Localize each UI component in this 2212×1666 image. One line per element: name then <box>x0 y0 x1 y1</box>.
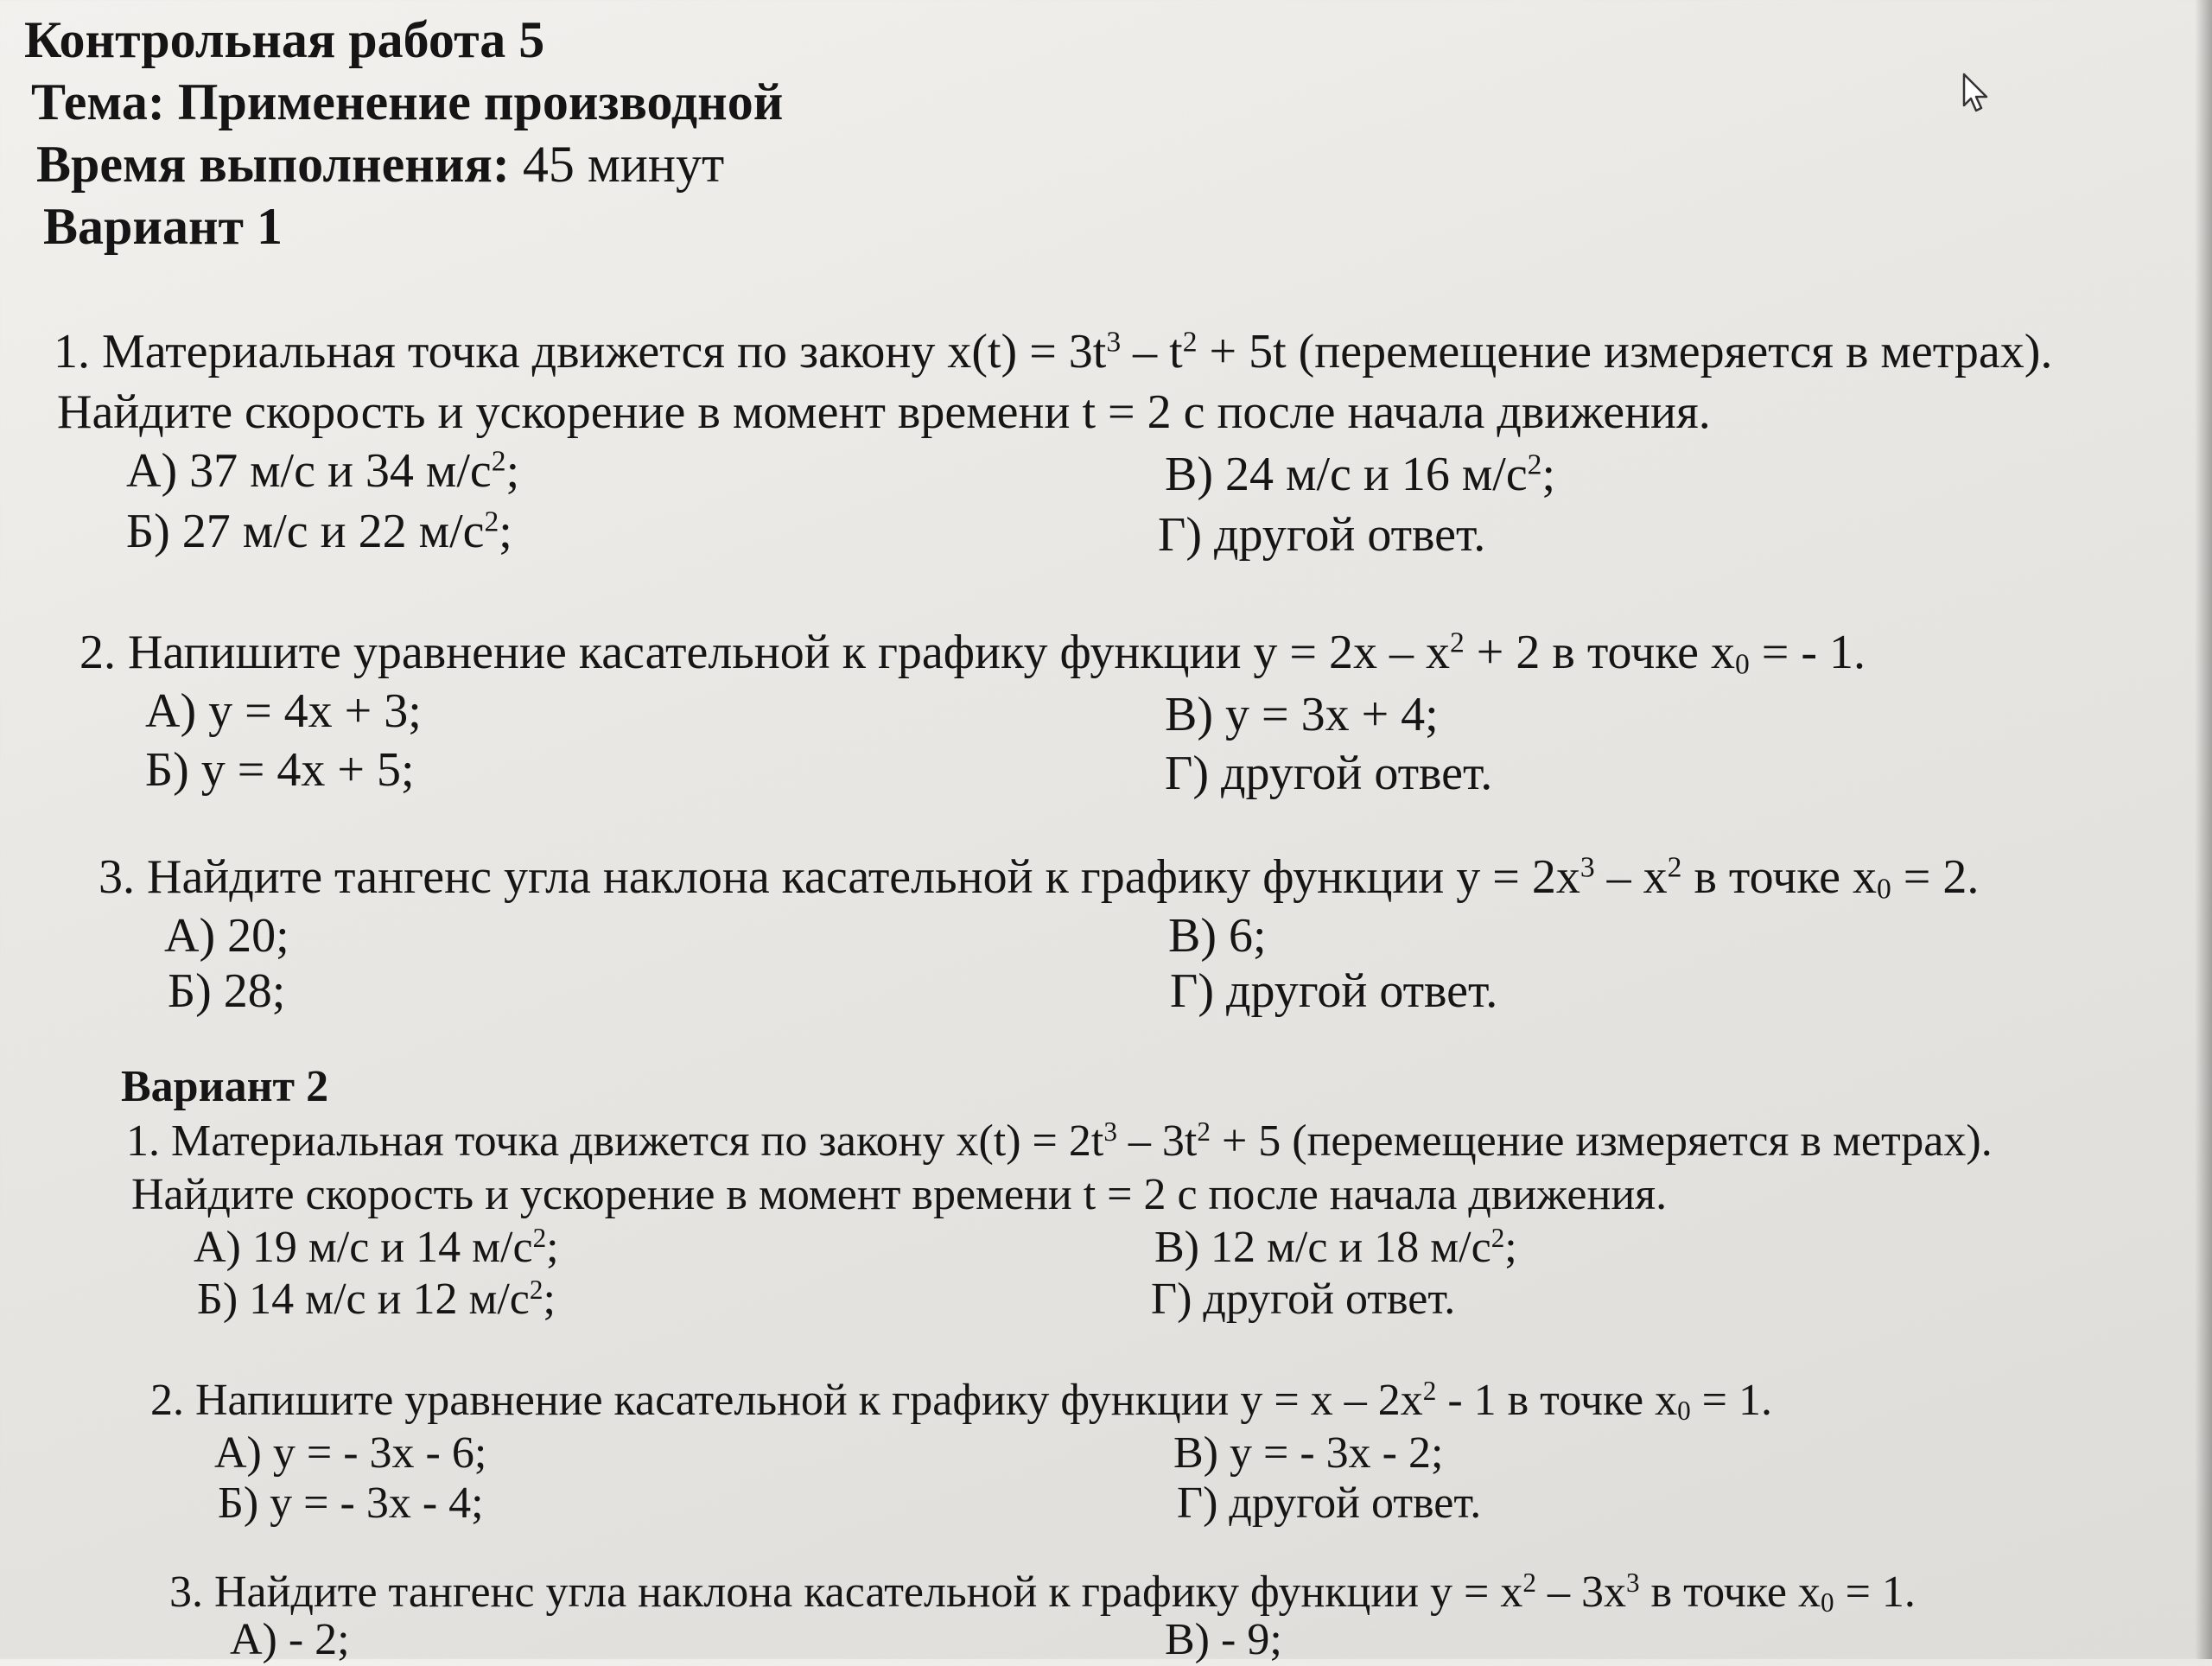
v2-q1-answer-a: А) 19 м/с и 14 $м/с^2$; <box>194 1222 559 1272</box>
variant2-title: Вариант 2 <box>121 1062 329 1111</box>
v2-q3-answers <box>169 1615 1916 1664</box>
v2-q1-answer-g: Г) другой ответ. <box>1151 1275 1456 1324</box>
v2-q2-answer-a: А) y = - 3x - 6; <box>214 1428 487 1478</box>
time-line <box>36 133 783 195</box>
v1-q1-answers <box>54 442 2052 562</box>
mouse-pointer-icon <box>1961 73 1991 114</box>
time-value: 45 минут <box>522 136 725 193</box>
v1-q1-answer-g: Г) другой ответ. <box>1158 508 1486 562</box>
v2-q2-answer-g: Г) другой ответ. <box>1177 1478 1482 1528</box>
v2-q1-line2: Найдите скорость и ускорение в момент времени t = 2 с после начала движения. <box>131 1170 1668 1219</box>
v1-q3-answer-a: А) 20; <box>164 909 289 963</box>
v1-q1-line2: Найдите скорость и ускорение в момент времени t = 2 с после начала движения. <box>57 385 1711 439</box>
v2-q3-answer-a: А) - 2; <box>230 1615 350 1664</box>
v2-q1-answer-v: В) 12 м/с и 18 $м/с^2$; <box>1154 1222 1517 1272</box>
v2-q3-line: 3. Найдите тангенс угла наклона касательной к графику функции $y = x^2 - 3x^3$ в точке $x_0 = 1$. <box>169 1567 1916 1618</box>
v1-q2-answer-b: Б) y = 4x + 5; <box>145 743 415 797</box>
v1-q1-answer-b: Б) 27 м/с и 22 $м/с^2$; <box>126 505 512 558</box>
document-header <box>24 9 783 258</box>
v1-q2-line: 2. Напишите уравнение касательной к графику функции $y = 2x - x^2 + 2$ в точке $x_0$ = - 1. <box>79 626 1866 681</box>
v1-q1-answer-v: В) 24 м/с и 16 $м/с^2$; <box>1165 448 1556 501</box>
v1-q1-line1: 1. Материальная точка движется по закону $x(t) = 3t^3 - t^2 + 5t$ (перемещение измеряется в метрах). <box>54 325 2053 378</box>
v1-q2-answer-a: А) y = 4x + 3; <box>145 684 422 738</box>
v2-q3-answer-v: В) - 9; <box>1165 1615 1282 1664</box>
v2-q2-answers <box>150 1428 1772 1533</box>
v2-q2-line: 2. Напишите уравнение касательной к графику функции $y = x - 2x^2 - 1$ в точке $x_0 = 1$. <box>150 1375 1772 1427</box>
v1-q3-line: 3. Найдите тангенс угла наклона касательной к графику функции $y = 2x^3 - x^2$ в точке $x_0 = 2$. <box>99 850 1980 906</box>
v2-question-3 <box>169 1566 1916 1663</box>
v2-q1-answers <box>126 1222 1993 1327</box>
v1-q3-answers <box>99 907 1979 1027</box>
v1-question-3 <box>99 847 1979 1027</box>
v1-q2-answer-g: Г) другой ответ. <box>1165 747 1493 800</box>
v1-q3-answer-v: В) 6; <box>1168 909 1267 963</box>
v2-q1-line1: 1. Материальная точка движется по закону $x(t) = 2t^3 - 3t^2 + 5$ (перемещение измеряется в метрах). <box>126 1116 1993 1166</box>
v2-question-2 <box>150 1374 1772 1533</box>
v1-question-1 <box>54 321 2052 562</box>
v1-q3-answer-b: Б) 28; <box>168 964 286 1018</box>
v2-q2-answer-b: Б) y = - 3x - 4; <box>218 1478 484 1528</box>
v1-q3-answer-g: Г) другой ответ. <box>1170 964 1498 1018</box>
v1-q2-answer-v: В) y = 3x + 4; <box>1165 688 1439 741</box>
monitor-edge <box>2195 0 2212 1659</box>
variant1-title: Вариант 1 <box>43 198 283 255</box>
v2-q2-answer-v: В) y = - 3x - 2; <box>1173 1428 1444 1478</box>
topic-line: Тема: Применение производной <box>31 73 784 130</box>
document-title: Контрольная работа 5 <box>24 11 545 68</box>
v2-question-1 <box>126 1115 1993 1327</box>
time-label: Время выполнения: <box>36 136 510 193</box>
v1-q2-answers <box>79 683 1866 802</box>
v2-q1-answer-b: Б) 14 м/с и 12 $м/с^2$; <box>197 1274 556 1324</box>
v1-q1-answer-a: А) 37 м/с и 34 $м/с^2$; <box>126 444 520 498</box>
v1-question-2 <box>79 622 1866 802</box>
